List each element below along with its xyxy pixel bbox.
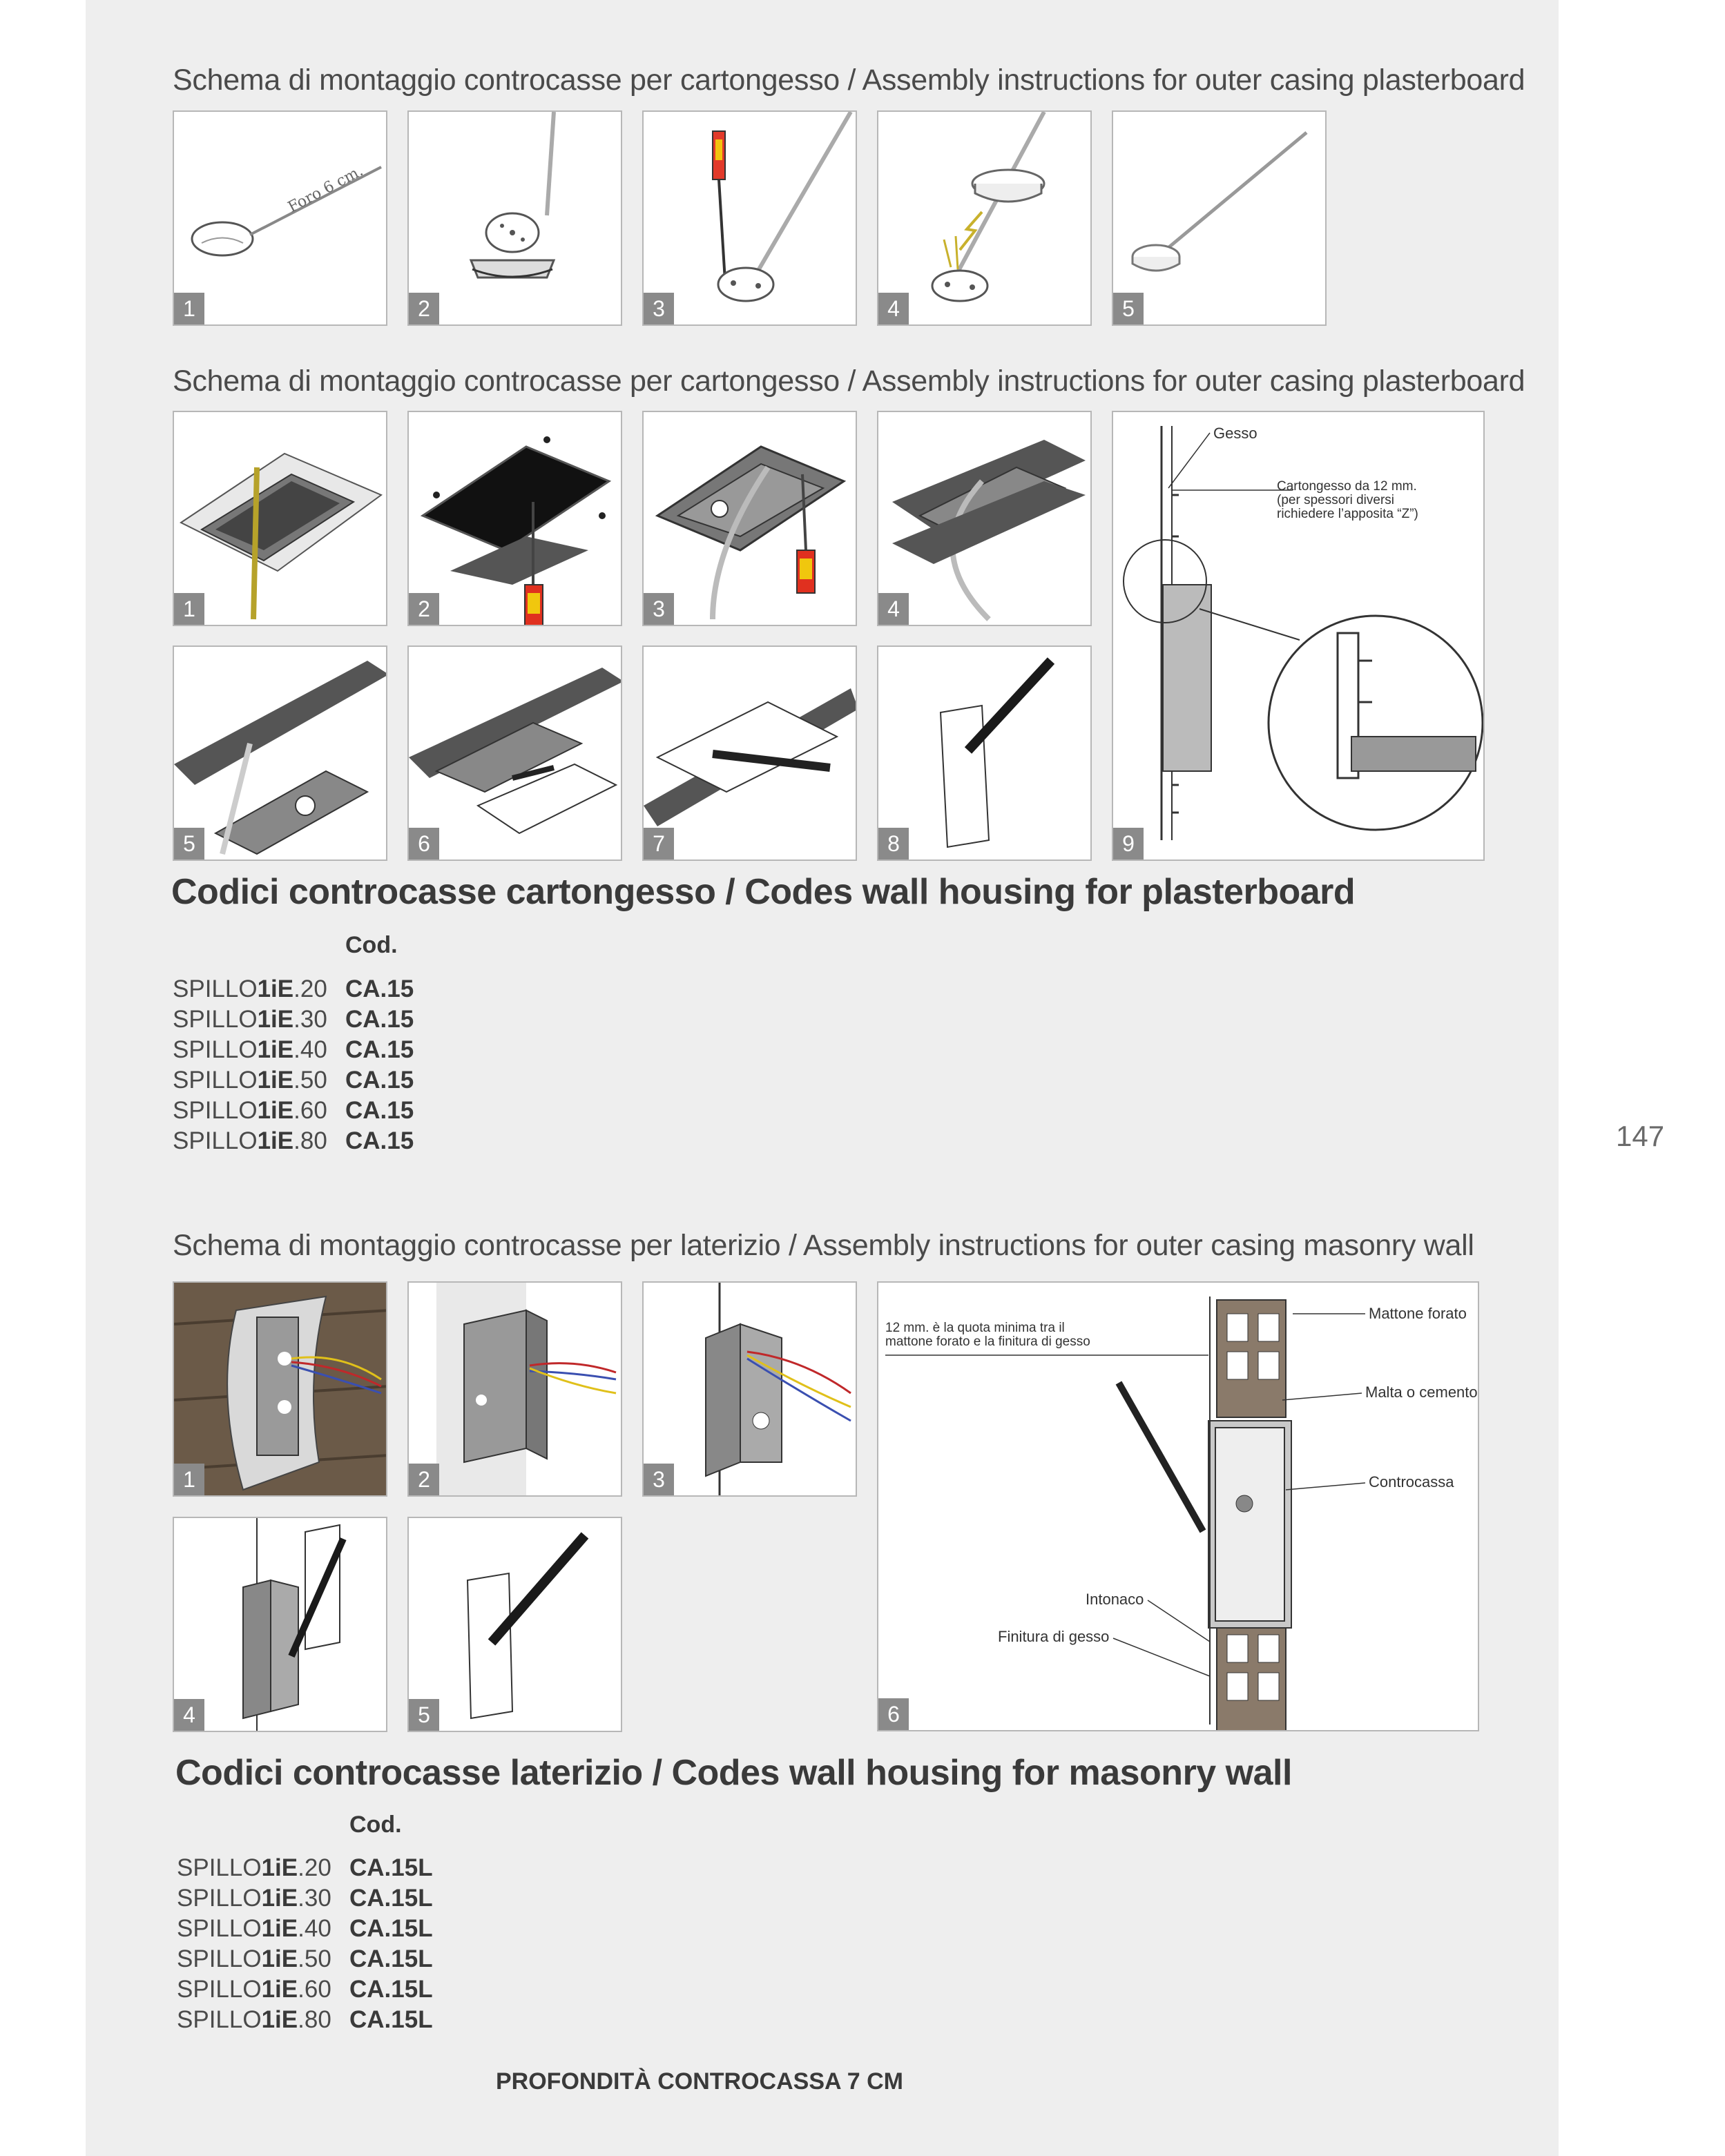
step-number: 1	[174, 593, 204, 625]
table-row: SPILLO1iE.40 CA.15	[173, 1035, 414, 1065]
step-number: 4	[878, 293, 909, 324]
fixing-illustration	[644, 412, 857, 626]
step-number: 4	[174, 1699, 204, 1731]
cod-column-label: Cod.	[349, 1812, 402, 1838]
masonry-section-diagram	[878, 1283, 1479, 1731]
code-cell: CA.15	[345, 1097, 414, 1124]
cover-illustration	[878, 112, 1092, 326]
step-number: 9	[1113, 828, 1144, 860]
housing-label: Controcassa	[1369, 1473, 1454, 1490]
code-cell: CA.15	[345, 1036, 414, 1063]
plasterboard-codes-table	[173, 974, 414, 1156]
step-number: 3	[644, 593, 674, 625]
table-row: SPILLO1iE.30 CA.15	[173, 1004, 414, 1035]
step-panel-1	[173, 1281, 387, 1497]
step-panel-5	[407, 1517, 622, 1732]
table-row: SPILLO1iE.40 CA.15L	[177, 1914, 433, 1944]
step-number: 3	[644, 1464, 674, 1495]
mounted-illustration	[878, 412, 1092, 626]
table-row: SPILLO1iE.30 CA.15L	[177, 1883, 433, 1914]
step-number: 2	[409, 1464, 439, 1495]
hole-illustration	[174, 112, 387, 326]
cutout-illustration	[409, 412, 622, 626]
step-number: 1	[174, 1464, 204, 1495]
finished-illustration	[1113, 112, 1327, 326]
code-cell: CA.15L	[349, 1976, 433, 2003]
step-panel-1	[173, 411, 387, 626]
cod-column-label: Cod.	[345, 932, 398, 958]
brick-wall-illustration	[174, 1283, 387, 1497]
table-row: SPILLO1iE.80 CA.15L	[177, 2005, 433, 2035]
step-panel-1	[173, 110, 387, 326]
housing-depth-note: PROFONDITÀ CONTROCASSA 7 CM	[496, 2068, 903, 2095]
step-panel-3	[642, 1281, 857, 1497]
code-cell: CA.15L	[349, 1854, 433, 1881]
step-panel-6	[407, 645, 622, 861]
plaster-label: Intonaco	[1086, 1591, 1144, 1608]
step-panel-2	[407, 110, 622, 326]
code-cell: CA.15	[345, 1127, 414, 1154]
step-panel-5	[1112, 110, 1327, 326]
step-panel-5	[173, 645, 387, 861]
box-wiring-illustration	[409, 1283, 622, 1497]
step-number: 4	[878, 593, 909, 625]
step-number: 8	[878, 828, 909, 860]
table-row: SPILLO1iE.80 CA.15	[173, 1126, 414, 1156]
step-panel-8	[877, 645, 1092, 861]
step-panel-4	[877, 411, 1092, 626]
min-distance-note: 12 mm. è la quota minima tra il mattone forato e la finitura di gesso	[885, 1321, 1090, 1349]
masonry-finished-illustration	[409, 1518, 622, 1732]
masonry-codes-heading: Codici controcasse laterizio / Codes wall housing for masonry wall	[175, 1753, 1292, 1793]
step-panel-6	[877, 1281, 1479, 1731]
plasterboard-note: Cartongesso da 12 mm. (per spessori diversi richiedere l’apposita “Z”)	[1277, 479, 1418, 521]
step-number: 2	[409, 293, 439, 324]
table-row: SPILLO1iE.20 CA.15	[173, 974, 414, 1004]
bracket-illustration	[409, 112, 622, 326]
step-number: 5	[409, 1699, 439, 1731]
code-cell: CA.15	[345, 1067, 414, 1094]
code-cell: CA.15L	[349, 1885, 433, 1912]
step-panel-7	[642, 645, 857, 861]
section-title-plasterboard-2: Schema di montaggio controcasse per cartongesso / Assembly instructions for outer casing plasterboard	[173, 365, 1525, 398]
step-panel-3	[642, 411, 857, 626]
step-number: 6	[878, 1698, 909, 1730]
table-row: SPILLO1iE.60 CA.15	[173, 1096, 414, 1126]
casing-illustration	[174, 412, 387, 626]
step-panel-2	[407, 1281, 622, 1497]
gypsum-finish-label: Finitura di gesso	[998, 1628, 1110, 1645]
code-cell: CA.15L	[349, 2006, 433, 2033]
plate-illustration	[409, 647, 622, 861]
code-cell: CA.15L	[349, 1915, 433, 1942]
hole-size-label: Foro 6 cm.	[285, 162, 367, 217]
cover-plate-illustration	[644, 647, 857, 861]
step-number: 5	[174, 828, 204, 860]
table-row: SPILLO1iE.60 CA.15L	[177, 1974, 433, 2005]
step-panel-4	[173, 1517, 387, 1732]
masonry-plate-illustration	[174, 1518, 387, 1732]
step-number: 5	[1113, 293, 1144, 324]
housing-illustration	[174, 647, 387, 861]
screwdriver-illustration	[644, 112, 857, 326]
plasterboard-codes-heading: Codici controcasse cartongesso / Codes wall housing for plasterboard	[171, 872, 1356, 912]
box-front-illustration	[644, 1283, 857, 1497]
plate-front-illustration	[878, 647, 1092, 861]
table-row: SPILLO1iE.20 CA.15L	[177, 1853, 433, 1883]
section-title-plasterboard-1: Schema di montaggio controcasse per cartongesso / Assembly instructions for outer casing plasterboard	[173, 64, 1525, 97]
mortar-label: Malta o cemento	[1365, 1383, 1478, 1401]
table-row: SPILLO1iE.50 CA.15	[173, 1065, 414, 1096]
step-number: 1	[174, 293, 204, 324]
table-row: SPILLO1iE.50 CA.15L	[177, 1944, 433, 1974]
hollow-brick-label: Mattone forato	[1369, 1305, 1467, 1322]
step-number: 3	[644, 293, 674, 324]
gypsum-label: Gesso	[1213, 425, 1257, 442]
page-number: 147	[1616, 1120, 1665, 1152]
step-panel-3	[642, 110, 857, 326]
step-panel-4	[877, 110, 1092, 326]
code-cell: CA.15	[345, 975, 414, 1002]
step-panel-2	[407, 411, 622, 626]
step-number: 6	[409, 828, 439, 860]
code-cell: CA.15L	[349, 1945, 433, 1972]
code-cell: CA.15	[345, 1006, 414, 1033]
step-number: 2	[409, 593, 439, 625]
section-title-masonry: Schema di montaggio controcasse per laterizio / Assembly instructions for outer casing masonry wall	[173, 1229, 1474, 1262]
masonry-codes-table	[177, 1853, 433, 2035]
step-panel-9	[1112, 411, 1485, 861]
step-number: 7	[644, 828, 674, 860]
